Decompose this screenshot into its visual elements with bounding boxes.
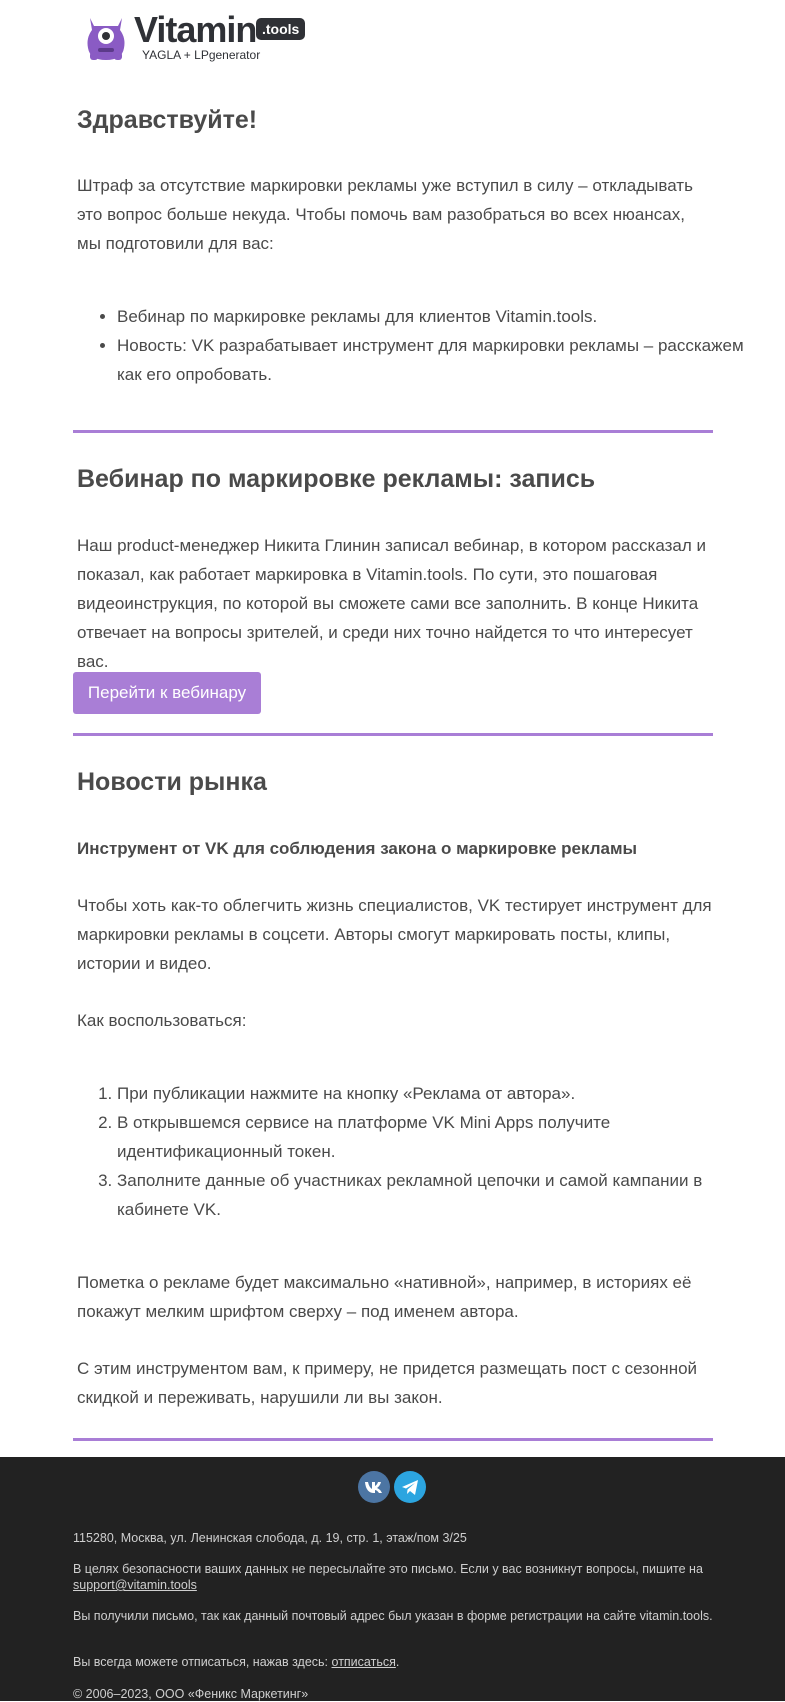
intro-list bbox=[77, 302, 752, 389]
logo-subtitle: YAGLA + LPgenerator bbox=[142, 48, 261, 62]
footer-period: . bbox=[395, 1655, 400, 1669]
go-to-webinar-button[interactable]: Перейти к вебинару bbox=[73, 672, 261, 714]
footer-unsubscribe-text: Вы всегда можете отписаться, нажав здесь: bbox=[73, 1655, 329, 1669]
webinar-heading: Вебинар по маркировке рекламы: запись bbox=[77, 465, 596, 493]
news-paragraph: Пометка о рекламе будет максимально «нативной», например, в историях её покажут мелким шрифтом сверху – под именем автора. bbox=[77, 1273, 692, 1321]
logo-badge: .tools bbox=[256, 18, 305, 40]
section-divider bbox=[73, 1438, 713, 1441]
news-paragraph: Чтобы хоть как-то облегчить жизнь специалистов, VK тестирует инструмент для маркировки рекламы в соцсети. Авторы смогут маркировать посты, клипы, истории и видео. bbox=[77, 896, 712, 973]
section-divider bbox=[73, 733, 713, 736]
support-email-link[interactable]: support@vitamin.tools bbox=[73, 1578, 197, 1592]
webinar-text: Наш product-менеджер Никита Глинин записал вебинар, в котором рассказал и показал, как работает маркировка в Vitamin.tools. По сути, это пошаговая видеоинструкция, по которой вы сможете сами все заполнить. В конце Никита отвечает на вопросы зрителей, и среди них точно найдется то что интересует вас. bbox=[77, 536, 706, 671]
news-heading: Новости рынка bbox=[77, 768, 267, 796]
news-how-label: Как воспользоваться: bbox=[77, 1011, 247, 1030]
list-item: 1. При публикации нажмите на кнопку «Реклама от автора». bbox=[117, 1079, 752, 1108]
vitamin-mascot-icon bbox=[84, 12, 128, 62]
telegram-icon bbox=[394, 1471, 426, 1503]
footer-security bbox=[73, 1561, 713, 1593]
unsubscribe-link[interactable]: отписаться bbox=[331, 1655, 396, 1669]
section-divider bbox=[73, 430, 713, 433]
list-item: 2. В открывшемся сервисе на платформе VK Mini Apps получите идентификационный токен. bbox=[117, 1108, 752, 1166]
news-paragraph: С этим инструментом вам, к примеру, не придется размещать пост с сезонной скидкой и переживать, нарушили ли вы закон. bbox=[77, 1359, 698, 1407]
footer-unsubscribe bbox=[73, 1654, 713, 1670]
vk-icon bbox=[358, 1471, 390, 1503]
footer-reason: Вы получили письмо, так как данный почтовый адрес был указан в форме регистрации на сайте vitamin.tools. bbox=[73, 1609, 713, 1623]
list-item: • Вебинар по маркировке рекламы для клиентов Vitamin.tools. bbox=[117, 302, 752, 331]
footer bbox=[0, 1457, 785, 1701]
telegram-link[interactable] bbox=[394, 1471, 426, 1503]
list-item: • Новость: VK разрабатывает инструмент для маркировки рекламы – расскажем как его опробовать. bbox=[117, 331, 752, 389]
footer-copyright: © 2006–2023, ООО «Феникс Маркетинг» bbox=[73, 1687, 309, 1701]
list-item: 3. Заполните данные об участниках рекламной цепочки и самой кампании в кабинете VK. bbox=[117, 1166, 752, 1224]
vk-link[interactable] bbox=[358, 1471, 390, 1503]
greeting-heading: Здравствуйте! bbox=[77, 106, 258, 134]
intro-text: Штраф за отсутствие маркировки рекламы уже вступил в силу – откладывать это вопрос больше некуда. Чтобы помочь вам разобраться во всех нюансах, мы подготовили для вас: bbox=[77, 176, 693, 253]
logo-name: Vitamin bbox=[134, 9, 257, 50]
logo[interactable] bbox=[84, 9, 324, 62]
steps-list bbox=[77, 1079, 752, 1224]
news-subtitle: Инструмент от VK для соблюдения закона о маркировке рекламы bbox=[77, 839, 638, 858]
footer-security-text: В целях безопасности ваших данных не пересылайте это письмо. Если у вас возникнут вопросы, пишите на bbox=[73, 1562, 703, 1576]
footer-address: 115280, Москва, ул. Ленинская слобода, д. 19, стр. 1, этаж/пом 3/25 bbox=[73, 1531, 467, 1545]
